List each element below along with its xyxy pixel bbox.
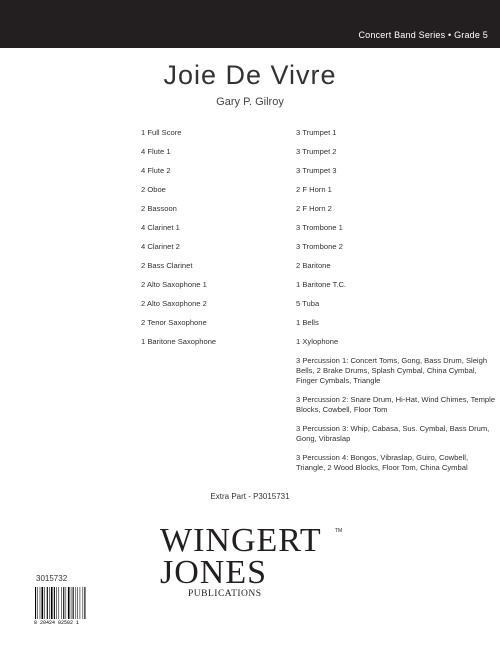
part-item: 1 Full Score [141,128,182,137]
barcode-digits: 8 20424 02502 1 [34,620,80,626]
parts-list-right [296,128,496,482]
publisher-logo [160,522,345,602]
parts-list-left [141,128,291,356]
part-item: 3 Trombone 2 [296,242,343,251]
percussion-part: 3 Percussion 4: Bongos, Vibraslap, Guiro, Cowbell, Triangle, 2 Wood Blocks, Floor Tom, China Cymbal [296,453,469,472]
part-item: 4 Flute 1 [141,147,171,156]
part-item: 2 Baritone [296,261,331,270]
part-item: 4 Flute 2 [141,166,171,175]
part-item: 2 Bassoon [141,204,177,213]
percussion-part: 3 Percussion 2: Snare Drum, Hi-Hat, Wind Chimes, Temple Blocks, Cowbell, Floor Tom [296,395,496,414]
extra-part-label: Extra Part - P3015731 [210,492,290,501]
part-item: 3 Trombone 1 [296,223,343,232]
part-item: 1 Xylophone [296,337,339,346]
part-item: 3 Trumpet 2 [296,147,337,156]
part-item: 1 Baritone Saxophone [141,337,217,346]
part-item: 2 Tenor Saxophone [141,318,207,327]
part-item: 2 Oboe [141,185,166,194]
logo-line-jones: JONES [160,554,268,591]
part-item: 3 Trumpet 3 [296,166,337,175]
part-item: 1 Baritone T.C. [296,280,347,289]
part-item: 2 F Horn 2 [296,204,332,213]
header-bar [0,0,500,48]
percussion-part: 3 Percussion 1: Concert Toms, Gong, Bass Drum, Sleigh Bells, 2 Brake Drums, Splash Cymbal, China Cymbal, Finger Cymbals, Triangle [296,356,488,385]
part-item: 4 Clarinet 2 [141,242,180,251]
catalog-number: 3015732 [36,574,68,583]
part-item: 4 Clarinet 1 [141,223,180,232]
page-title: Joie De Vivre [163,60,337,90]
series-label: Concert Band Series • Grade 5 [358,30,488,40]
composer-name: Gary P. Gilroy [216,96,284,108]
logo-trademark: TM [335,528,343,534]
percussion-part: 3 Percussion 3: Whip, Cabasa, Sus. Cymbal, Bass Drum, Gong, Vibraslap [296,424,490,443]
part-item: 2 Alto Saxophone 1 [141,280,207,289]
part-item: 1 Bells [296,318,319,327]
part-item: 5 Tuba [296,299,320,308]
logo-line-wingert: WINGERT [160,522,322,559]
part-item: 2 Bass Clarinet [141,261,193,270]
part-item: 3 Trumpet 1 [296,128,337,137]
part-item: 2 F Horn 1 [296,185,332,194]
part-item: 2 Alto Saxophone 2 [141,299,207,308]
logo-line-publications: PUBLICATIONS [188,589,262,599]
